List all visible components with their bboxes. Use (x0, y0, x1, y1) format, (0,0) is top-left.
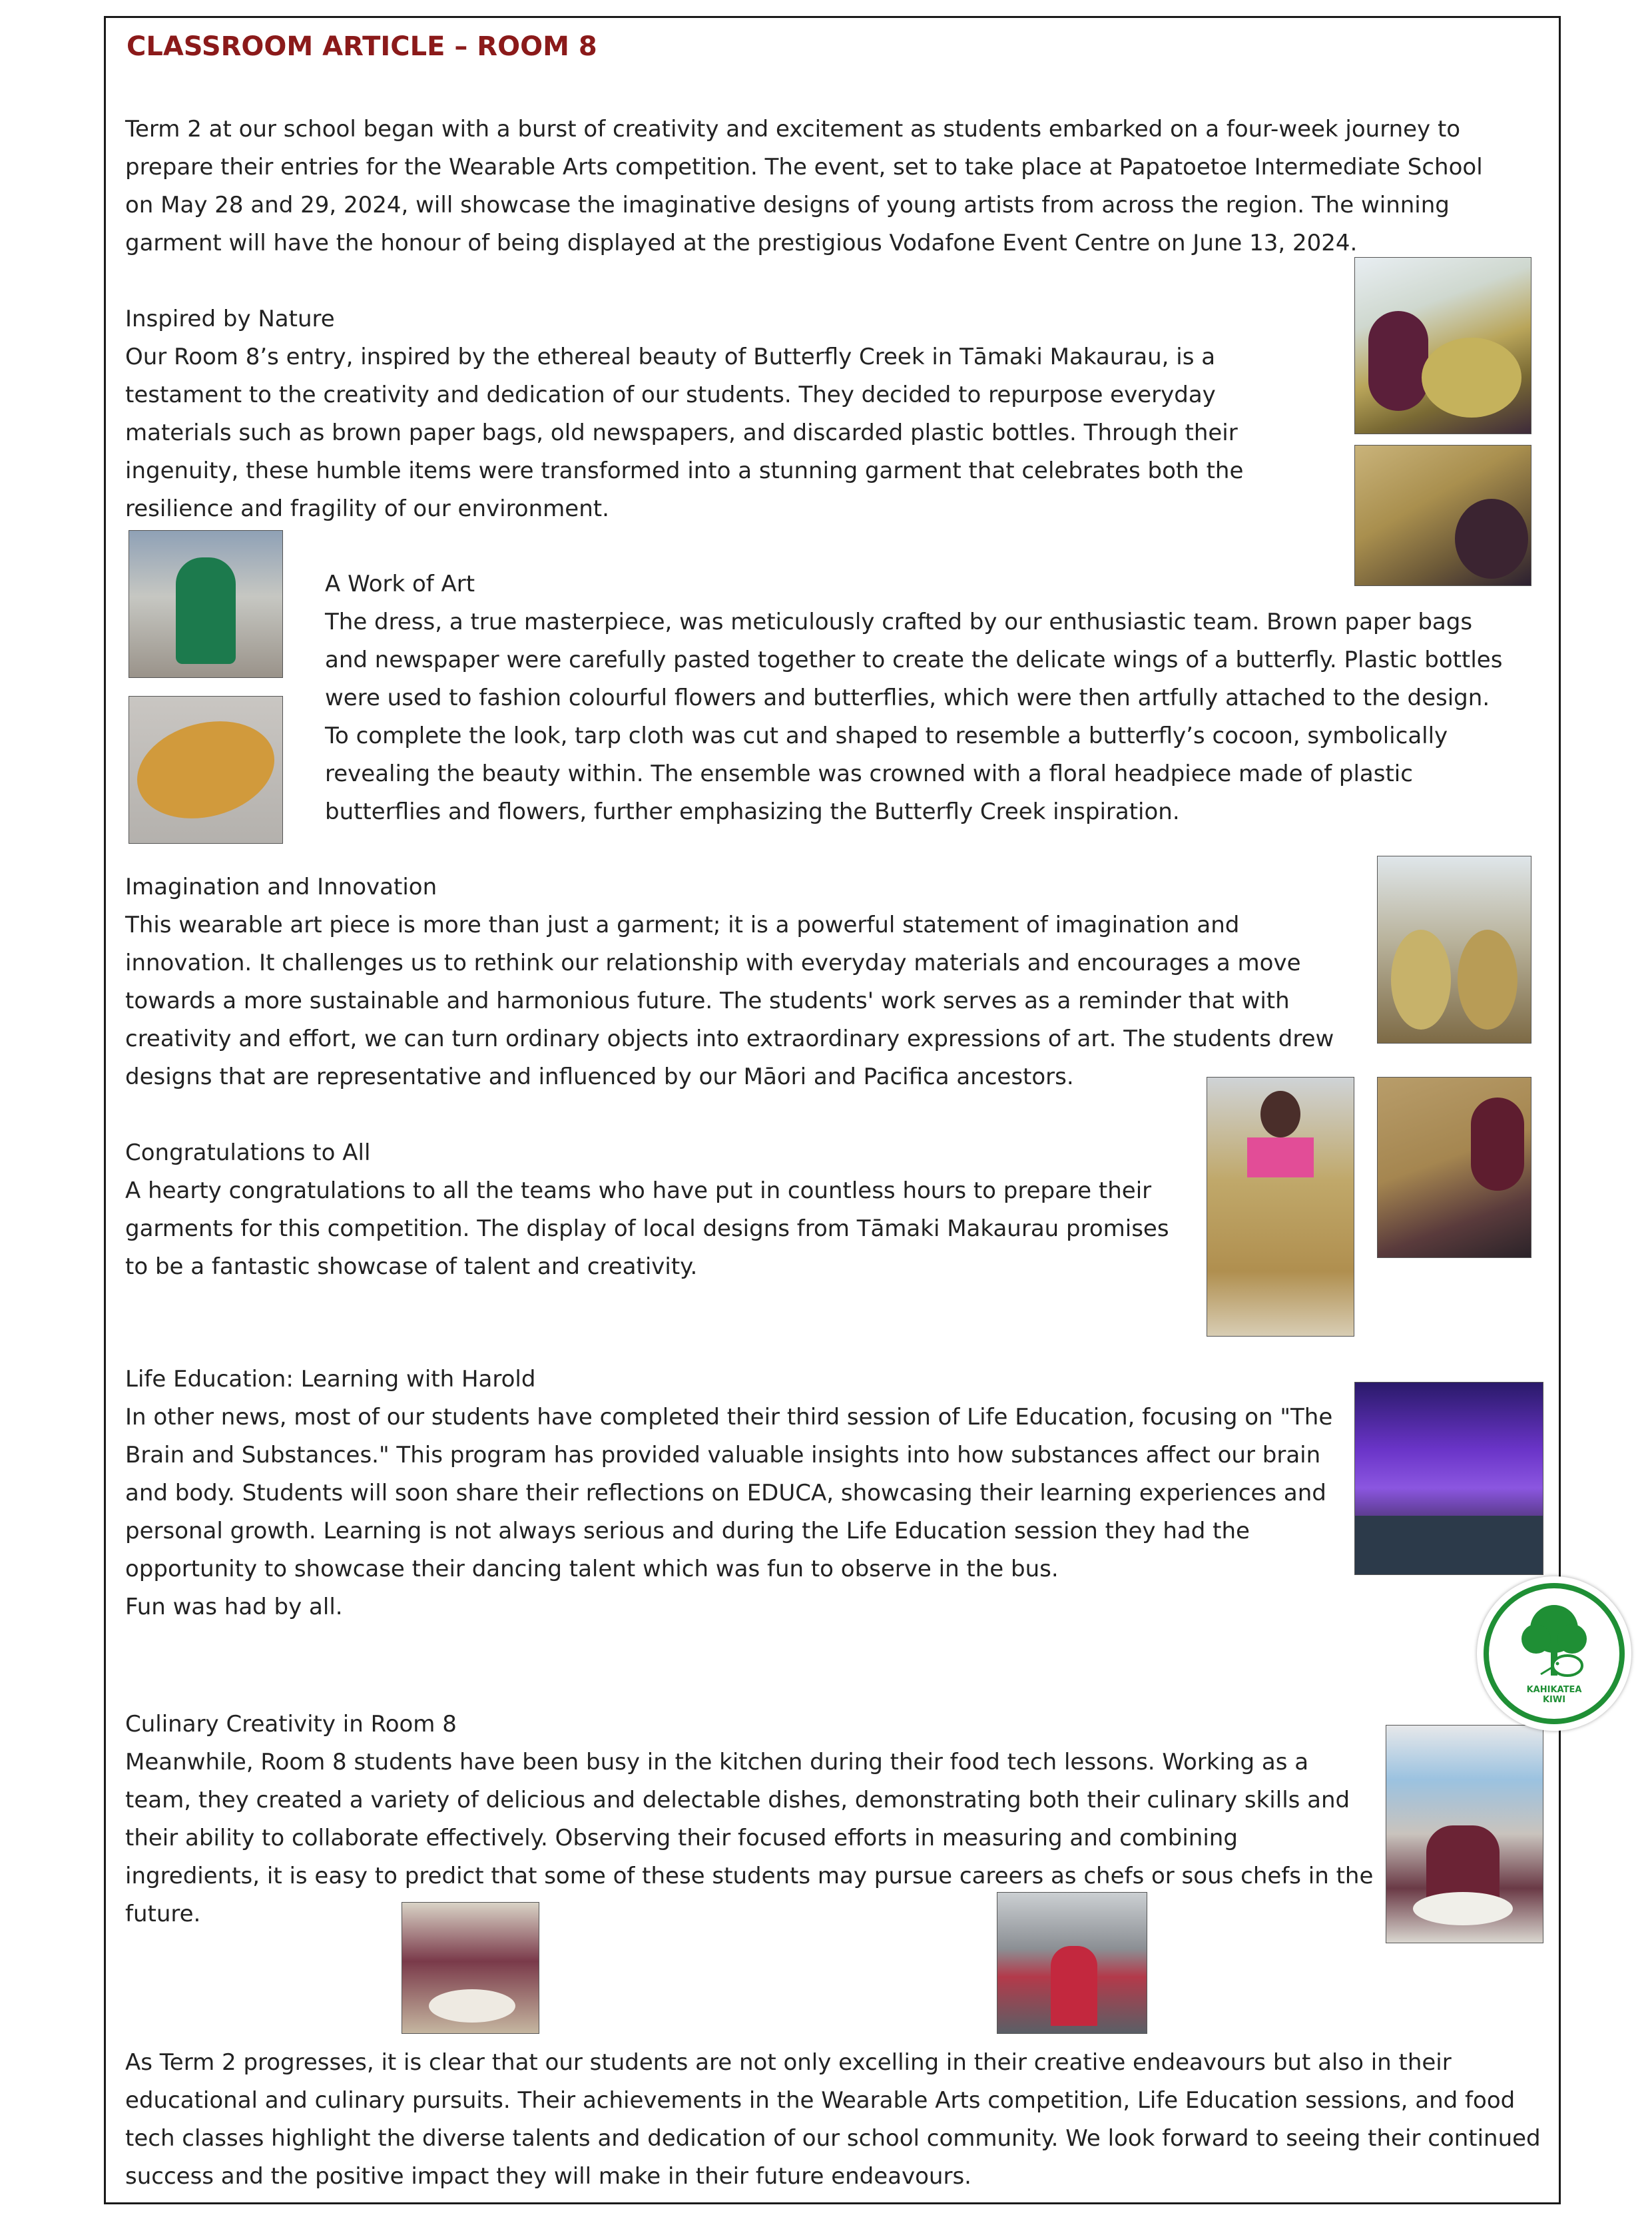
heading-inspired-by-nature: Inspired by Nature (125, 306, 335, 332)
congratulations-body: A hearty congratulations to all the teams who have put in countless hours to prepare their garments for this competition. The display of local designs from Tāmaki Makaurau promises to be a fantastic showcase of talent and creativity. (125, 1177, 1169, 1280)
work-of-art-body: The dress, a true masterpiece, was meticulously crafted by our enthusiastic team. Brown paper bags and newspaper were carefully pasted together to create the delicate wings of a butterfly. Plastic bottles were used to fashion colourful flowers and butterflies, which were then artfully attached to the design. To complete the look, tarp cloth was cut and shaped to resemble a butterfly’s cocoon, symbolically revealing the beauty within. The ensemble was crowned with a floral headpiece made of plastic butterflies and flowers, further emphasizing the Butterfly Creek inspiration. (325, 609, 1503, 825)
photo-student-drawing-design (1377, 1077, 1531, 1258)
photo-butterfly-wing-display (1377, 856, 1531, 1044)
photo-students-decorating-wing (1354, 445, 1531, 586)
heading-culinary-creativity: Culinary Creativity in Room 8 (125, 1711, 457, 1738)
photo-kitchen-class (997, 1892, 1147, 2034)
page-title: CLASSROOM ARTICLE – ROOM 8 (127, 31, 597, 62)
intro-paragraph: Term 2 at our school began with a burst of creativity and excitement as students embarked on a four-week journey to prepare their entries for the Wearable Arts competition. The event, set to take place at Papatoetoe Intermediate School on May 28 and 29, 2024, will showcase the imaginative designs of young artists from across the region. The winning garment will have the honour of being displayed at the prestigious Vodafone Event Centre on June 13, 2024. (125, 116, 1483, 256)
imagination-innovation-body: This wearable art piece is more than just a garment; it is a powerful statement of imagination and innovation. It challenges us to rethink our relationship with everyday materials and encourages a move towards a more sustainable and harmonious future. The students' work serves as a reminder that with creativity and effort, we can turn ordinary objects into extraordinary expressions of art. The students drew designs that are representative and influenced by our Māori and Pacifica ancestors. (125, 912, 1334, 1090)
photo-student-painting-wing (1354, 257, 1531, 434)
kiwi-tree-icon (1511, 1602, 1597, 1682)
photo-student-cooking (1386, 1725, 1543, 1943)
heading-imagination-innovation: Imagination and Innovation (125, 874, 437, 900)
photo-life-education-bus (1354, 1382, 1543, 1575)
heading-work-of-art: A Work of Art (325, 571, 475, 597)
photo-girl-with-wings (1207, 1077, 1354, 1337)
logo-ring (1484, 1583, 1625, 1724)
kahikatea-kiwi-logo (1477, 1576, 1631, 1731)
photo-green-garment (129, 530, 283, 678)
inspired-by-nature-body: Our Room 8’s entry, inspired by the ethereal beauty of Butterfly Creek in Tāmaki Makaurau, is a testament to the creativity and dedication of our students. They decided to repurpose everyday materials such as brown paper bags, old newspapers, and discarded plastic bottles. Through their ingenuity, these humble items were transformed into a stunning garment that celebrates both the resilience and fragility of our environment. (125, 344, 1244, 522)
logo-lettering: KAHIKATEA KIWI (1526, 1685, 1582, 1705)
photo-students-kneading (402, 1902, 539, 2034)
photo-painted-wing-on-table (129, 696, 283, 844)
heading-life-education: Life Education: Learning with Harold (125, 1366, 536, 1393)
life-education-extra: Fun was had by all. (125, 1594, 343, 1620)
life-education-body: In other news, most of our students have completed their third session of Life Education, focusing on "The Brain and Substances." This program has provided valuable insights into how substances affect our brain and body. Students will soon share their reflections on EDUCA, showcasing their learning experiences and personal growth. Learning is not always serious and during the Life Education session they had the opportunity to showcase their dancing talent which was fun to observe in the bus. (125, 1404, 1333, 1582)
heading-congratulations: Congratulations to All (125, 1139, 371, 1166)
culinary-creativity-body: Meanwhile, Room 8 students have been busy in the kitchen during their food tech lessons. Working as a team, they created a variety of delicious and delectable dishes, demonstrating both their culinary skills and their ability to collaborate effectively. Observing their focused efforts in measuring and combining ingredients, it is easy to predict that some of these students may pursue careers as chefs or sous chefs in the future. (125, 1749, 1374, 1927)
conclusion-paragraph: As Term 2 progresses, it is clear that our students are not only excelling in their creative endeavours but also in their educational and culinary pursuits. Their achievements in the Wearable Arts competition, Life Education sessions, and food tech classes highlight the diverse talents and dedication of our school community. We look forward to seeing their continued success and the positive impact they will make in their future endeavours. (125, 2049, 1541, 2190)
